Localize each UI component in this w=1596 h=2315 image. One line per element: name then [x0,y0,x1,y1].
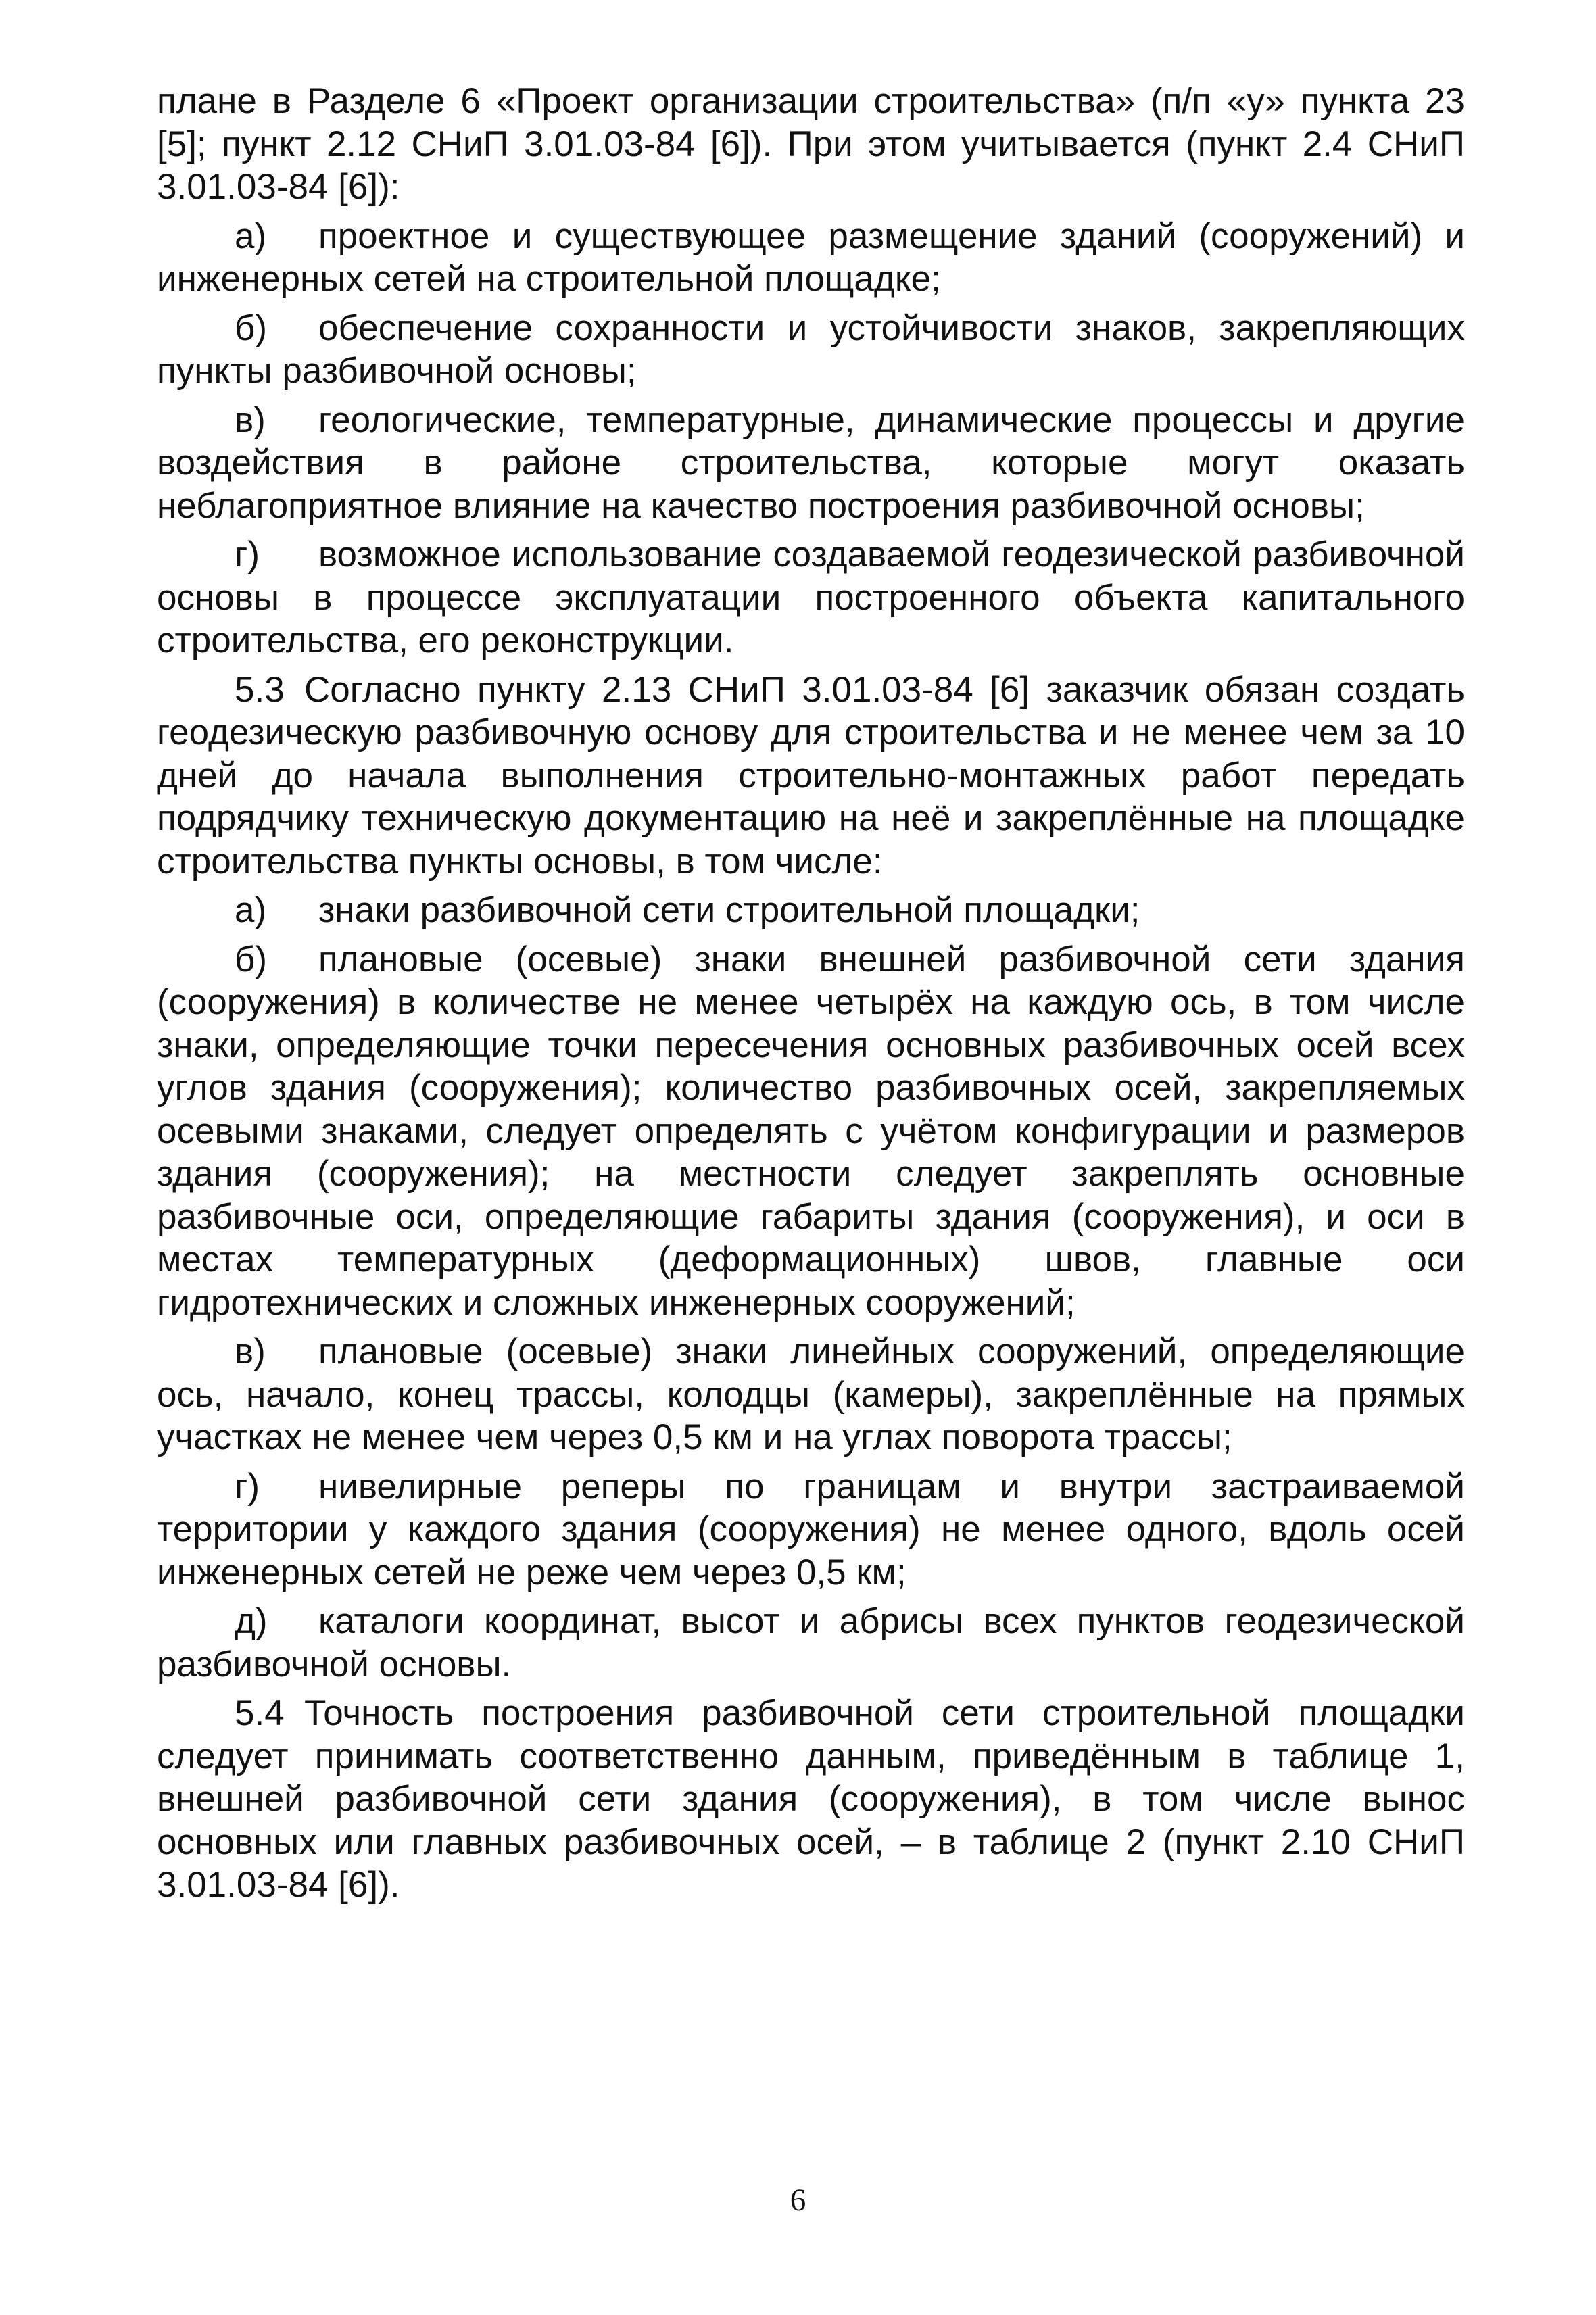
list-item-text: плановые (осевые) знаки линейных сооружений, определяющие ось, начало, конец трассы, колодцы (камеры), закреплённые на прямых участках не менее чем через 0,5 км и на углах поворота трассы; [157,1332,1465,1457]
list-marker: в) [235,399,266,440]
list-item [157,938,1465,1325]
section-text: Точность построения разбивочной сети строительной площадки следует принимать соответственно данным, приведённым в таблице 1, внешней разбивочной сети здания (сооружения), в том числе вынос основных или главных разбивочных осей, – в таблице 2 (пункт 2.10 СНиП 3.01.03-84 [6]). [157,1693,1465,1905]
page-number: 6 [790,2183,806,2218]
section-number: 5.4 [235,1693,285,1733]
section-text: Согласно пункту 2.13 СНиП 3.01.03-84 [6] заказчик обязан создать геодезическую разбивочную основу для строительства и не менее чем за 10 дней до начала выполнения строительно-монтажных работ передать подрядчику техническую документацию на неё и закреплённые на площадке строительства пункты основы, в том числе: [157,669,1465,881]
list-marker: в) [235,1332,266,1371]
section-paragraph [157,668,1465,883]
list-item [157,1330,1465,1459]
list-item-text: геологические, температурные, динамические процессы и другие воздействия в районе строительства, которые могут оказать неблагоприятное влияние на качество построения разбивочной основы; [157,399,1465,526]
list-marker: г) [235,1466,260,1507]
list-item-text: проектное и существующее размещение зданий (сооружений) и инженерных сетей на строительной площадке; [157,216,1465,299]
list-item [157,533,1465,662]
list-marker: г) [235,535,260,575]
list-marker: а) [235,216,267,256]
list-item-text: возможное использование создаваемой геодезической разбивочной основы в процессе эксплуатации построенного объекта капитального строительства, его реконструкции. [157,535,1465,660]
page-body [157,80,1465,1907]
list-item-text: знаки разбивочной сети строительной площадки; [318,890,1140,930]
list-item [157,399,1465,528]
section-paragraph [157,1692,1465,1907]
list-item [157,1600,1465,1686]
section-number: 5.3 [235,669,285,710]
list-item-text: плановые (осевые) знаки внешней разбивочной сети здания (сооружения) в количестве не менее четырёх на каждую ось, в том числе знаки, определяющие точки пересечения основных разбивочных осей всех углов здания (сооружения); количество разбивочных осей, закрепляемых осевыми знаками, следует определять с учётом конфигурации и размеров здания (сооружения); на местности следует закреплять основные разбивочные оси, определяющие габариты здания (сооружения), и оси в местах температурных (деформационных) швов, главные оси гидротехнических и сложных инженерных сооружений; [157,939,1465,1323]
intro-paragraph: плане в Разделе 6 «Проект организации строительства» (п/п «у» пункта 23 [5]; пункт 2.12 СНиП 3.01.03-84 [6]). При этом учитывается (пункт 2.4 СНиП 3.01.03-84 [6]): [157,81,1465,207]
list-marker: д) [235,1601,268,1641]
list-item-text: нивелирные реперы по границам и внутри застраиваемой территории у каждого здания (сооружения) не менее одного, вдоль осей инженерных сетей не реже чем через 0,5 км; [157,1466,1465,1592]
list-item [157,889,1465,932]
list-marker: б) [235,308,268,348]
list-item [157,1465,1465,1594]
list-item [157,307,1465,393]
list-marker: б) [235,939,268,979]
list-item [157,215,1465,301]
list-item-text: каталоги координат, высот и абрисы всех пунктов геодезической разбивочной основы. [157,1601,1465,1684]
list-marker: а) [235,890,267,930]
list-item-text: обеспечение сохранности и устойчивости знаков, закрепляющих пункты разбивочной основы; [157,308,1465,391]
